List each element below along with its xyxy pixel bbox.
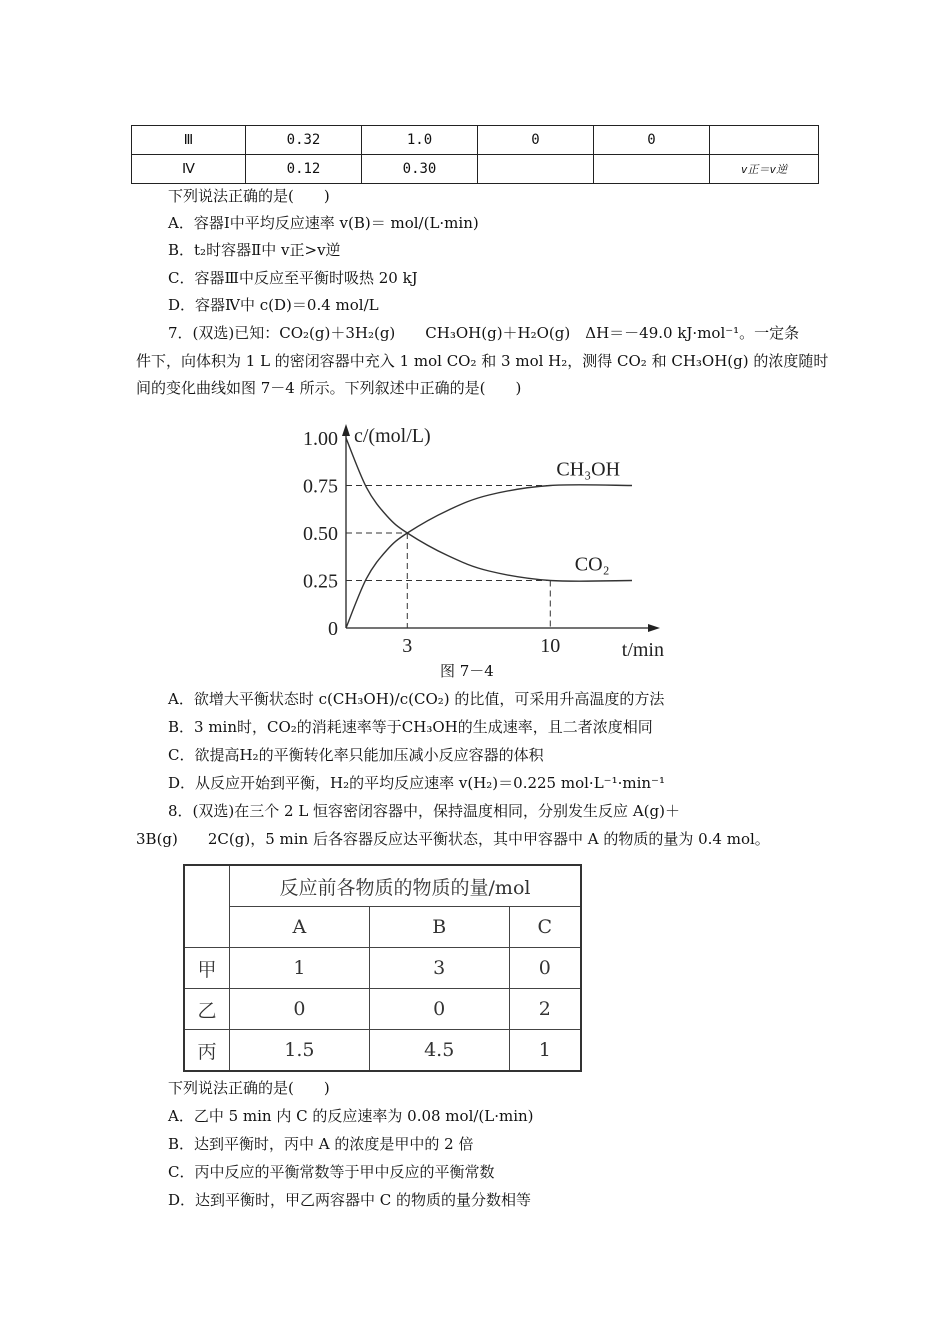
q7-option-b: B．3 min时，CO₂的消耗速率等于CH₃OH的生成速率，且二者浓度相同	[168, 718, 653, 736]
y-tick-label: 0	[328, 618, 338, 640]
table-header: 反应前各物质的物质的量/mol	[230, 865, 582, 907]
x-axis-label: t/min	[621, 639, 664, 660]
row-label: Ⅲ	[132, 126, 246, 155]
q7-option-c: C．欲提高H₂的平衡转化率只能加压减小反应容器的体积	[168, 746, 544, 764]
table-header-row	[184, 865, 581, 907]
row-label: 乙	[184, 989, 230, 1030]
q8-line-1: 8．(双选)在三个 2 L 恒容密闭容器中，保持温度相同，分别发生反应 A(g)＋	[168, 802, 680, 820]
q6-option-a: A．容器Ⅰ中平均反应速率 v(B)＝ mol/(L·min)	[168, 214, 479, 232]
q8-option-b: B．达到平衡时，丙中 A 的浓度是甲中的 2 倍	[168, 1135, 474, 1153]
table-cell: 1.0	[362, 126, 478, 155]
column-header: A	[230, 907, 370, 948]
y-tick-label: 0.75	[303, 475, 338, 498]
row-label: 丙	[184, 1030, 230, 1072]
q7-option-a: A．欲增大平衡状态时 c(CH₃OH)/c(CO₂) 的比值，可采用升高温度的方法	[168, 690, 665, 708]
q8-line-2: 3B(g) 2C(g)，5 min 后各容器反应达平衡状态，其中甲容器中 A 的物质的量为 0.4 mol。	[136, 830, 770, 848]
y-axis-label: c/(mol/L)	[354, 425, 431, 447]
table-cell: 0.12	[246, 155, 362, 184]
initial-amount-table	[183, 864, 582, 1072]
concentration-chart	[290, 420, 670, 660]
series-label-ch3oh: CH₃OH	[556, 458, 621, 481]
table-cell	[594, 155, 710, 184]
table-cell: 2	[509, 989, 581, 1030]
table-cell: 1	[230, 948, 370, 989]
table-cell: 1.5	[230, 1030, 370, 1072]
table-cell: 0.30	[362, 155, 478, 184]
table-column-row	[184, 907, 581, 948]
y-tick-label: 0.50	[303, 523, 338, 545]
q7-line-2: 件下，向体积为 1 L 的密闭容器中充入 1 mol CO₂ 和 3 mol H₂，测得 CO₂ 和 CH₃OH(g) 的浓度随时	[136, 352, 829, 370]
row-label: 甲	[184, 948, 230, 989]
table-cell: 0	[478, 126, 594, 155]
table-row	[132, 126, 819, 155]
container-data-table	[131, 125, 819, 184]
x-tick-label: 3	[402, 635, 413, 657]
q7-option-d: D．从反应开始到平衡，H₂的平均反应速率 v(H₂)＝0.225 mol·L⁻¹·min⁻¹	[168, 774, 665, 792]
table-row	[132, 155, 819, 184]
table-cell: 0	[230, 989, 370, 1030]
q8-option-c: C．丙中反应的平衡常数等于甲中反应的平衡常数	[168, 1163, 495, 1181]
row-label: Ⅳ	[132, 155, 246, 184]
table-cell: 0.32	[246, 126, 362, 155]
table-cell	[478, 155, 594, 184]
q6-prompt: 下列说法正确的是( )	[168, 187, 330, 205]
q8-prompt: 下列说法正确的是( )	[168, 1079, 330, 1097]
corner-cell	[184, 865, 230, 948]
table-cell: 0	[594, 126, 710, 155]
q8-option-d: D．达到平衡时，甲乙两容器中 C 的物质的量分数相等	[168, 1191, 532, 1209]
x-axis-arrow	[648, 624, 660, 632]
q6-option-b: B．t₂时容器Ⅱ中 v正>v逆	[168, 241, 341, 259]
q6-option-d: D．容器Ⅳ中 c(D)＝0.4 mol/L	[168, 296, 379, 314]
series-label-co2: CO₂	[574, 553, 610, 576]
table-cell: 3	[369, 948, 509, 989]
figure-caption: 图 7－4	[440, 662, 494, 680]
table-cell: 4.5	[369, 1030, 509, 1072]
q7-line-3: 间的变化曲线如图 7－4 所示。下列叙述中正确的是( )	[136, 379, 522, 397]
table-cell	[710, 126, 819, 155]
table-cell: 0	[369, 989, 509, 1030]
y-axis-arrow	[342, 424, 350, 436]
x-tick-label: 10	[540, 635, 561, 657]
y-tick-label: 1.00	[303, 428, 338, 450]
y-tick-label: 0.25	[303, 570, 338, 593]
table-cell: 0	[509, 948, 581, 989]
q8-option-a: A．乙中 5 min 内 C 的反应速率为 0.08 mol/(L·min)	[168, 1107, 534, 1125]
column-header: B	[369, 907, 509, 948]
q7-line-1: 7．(双选)已知：CO₂(g)＋3H₂(g) CH₃OH(g)＋H₂O(g) ΔH＝－49.0 kJ·mol⁻¹。一定条	[168, 324, 800, 342]
table-cell: v正＝v逆	[710, 155, 819, 184]
column-header: C	[509, 907, 581, 948]
table-cell: 1	[509, 1030, 581, 1072]
table-row	[184, 989, 581, 1030]
table-row	[184, 1030, 581, 1072]
table-row	[184, 948, 581, 989]
q6-option-c: C．容器Ⅲ中反应至平衡时吸热 20 kJ	[168, 269, 418, 287]
